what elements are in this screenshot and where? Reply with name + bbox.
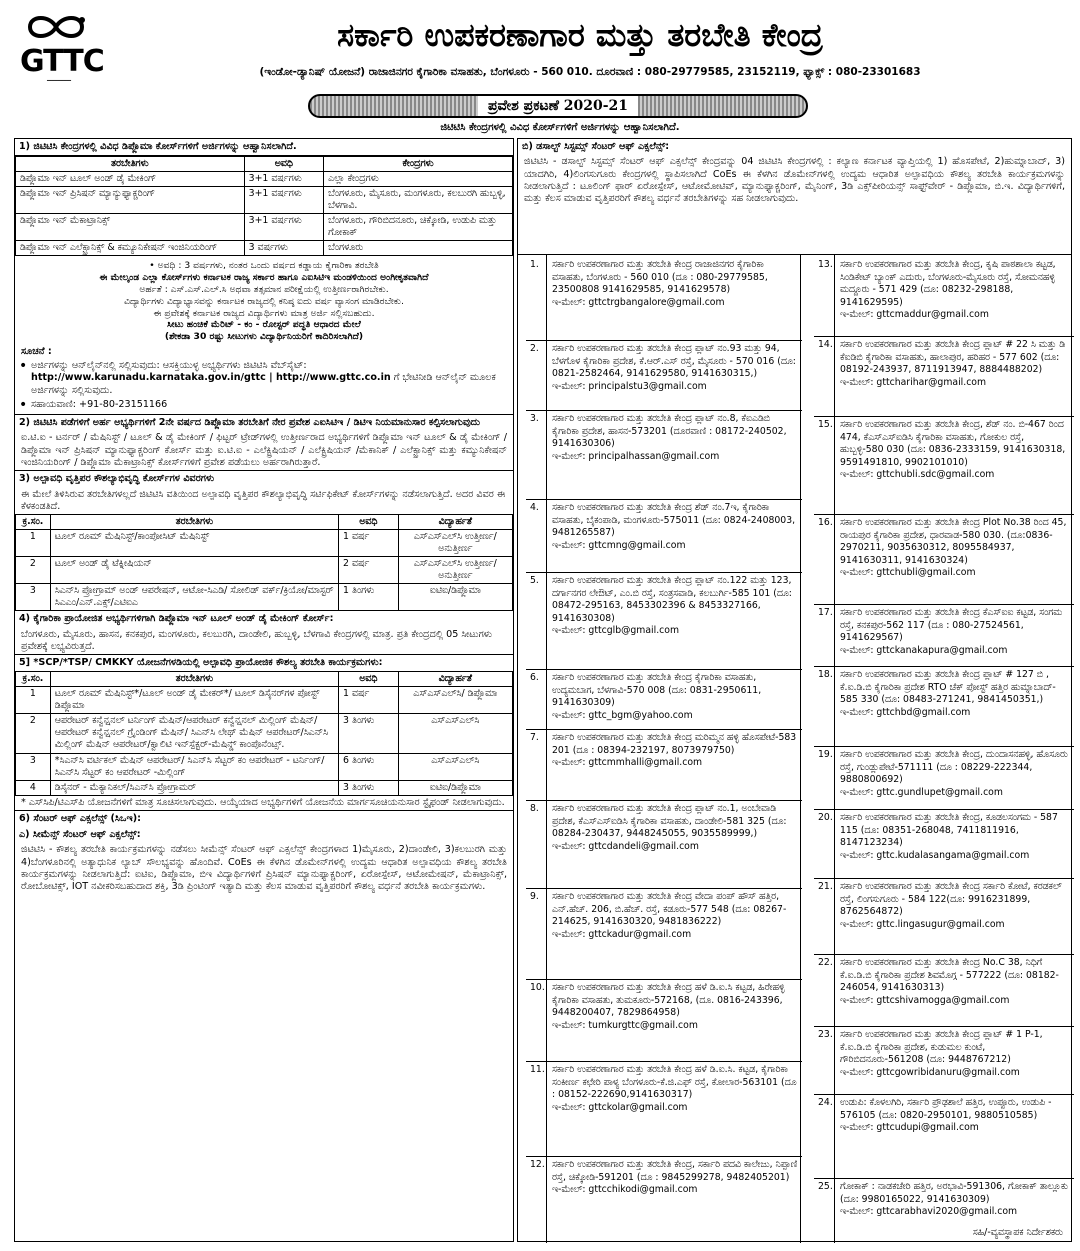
row-divider (814, 1094, 1074, 1095)
divider (546, 255, 547, 1243)
row-divider (814, 604, 1074, 605)
diploma-table (15, 156, 513, 256)
institute-entry (530, 413, 798, 463)
institute-entry (818, 749, 1070, 799)
apply-instructions (15, 359, 513, 398)
table-row (16, 241, 513, 256)
section-4-body: ಬೆಂಗಳೂರು, ಮೈಸೂರು, ಹಾಸನ, ಕನಕಪುರ, ಮಂಗಳೂರು, ಕಲಬುರಗಿ, ದಾಂಡೇಲಿ, ಹುಬ್ಬಳ್ಳಿ, ಬೆಳಗಾವಿ ಕೇಂದ್ರಗಳಲ್ಲಿ ಮಾತ್ರ. ಪ್ರತಿ ಕೇಂದ್ರದಲ್ಲಿ 05 ಸೀಟುಗಳು ಪ್ರವೇಶಕ್ಕೆ ಲಭ್ಯವಿರುತ್ತದೆ. (21, 628, 493, 652)
apply-text: ಅರ್ಜಿಗಳನ್ನು ಆನ್‌ಲೈನ್‌ನಲ್ಲಿ ಸಲ್ಲಿಸುವುದು: ಆಸಕ್ತಿಯುಳ್ಳ ಅಭ್ಯರ್ಥಿಗಳು ಜಿಟಿಟಿಸಿ ವೆಬ್‌ಸೈಟ್: (31, 360, 307, 372)
entry-address: ಸರ್ಕಾರಿ ಉಪಕರಣಾಗಾರ ಮತ್ತು ತರಬೇತಿ ಕೇಂದ್ರ ಸರ್ಕಾರಿ ಕೋಟೆ, ಕರಡಕಲ್ ರಸ್ತೆ, ಲಿಂಗಸುಗೂರು - 584 122(ದೂ: 9916231899, 8762564872) (840, 881, 1062, 918)
entry-number: 24. (818, 1097, 833, 1108)
row-divider (526, 1061, 802, 1062)
banner-text: ಪ್ರವೇಶ ಪ್ರಕಟಣೆ 2020-21 (478, 96, 638, 116)
cell: ಐಟಿಐ/ಡಿಪ್ಲೊಮಾ (398, 584, 512, 611)
th-course: ತರಬೇತಿಗಳು (50, 672, 338, 687)
note-line: ಈ ಪ್ರವೇಶಕ್ಕೆ ಕರ್ನಾಟಕ ರಾಜ್ಯದ ವಿದ್ಯಾರ್ಥಿಗಳು ಮಾತ್ರ ಅರ್ಜಿ ಸಲ್ಲಿಸಬಹುದು. (153, 307, 375, 319)
table-row (16, 187, 513, 214)
entry-address: ಸರ್ಕಾರಿ ಉಪಕರಣಾಗಾರ ಮತ್ತು ತರಬೇತಿ ಕೇಂದ್ರ ಪ್ಲಾಟ್ ನಂ.93 ಮತ್ತು 94, ಬೆಳಗೊಳ ಕೈಗಾರಿಕಾ ಪ್ರದೇಶ, ಕೆ.ಆರ್.ಎಸ್ ರಸ್ತೆ, ಮೈಸೂರು - 570 016 (ದೂ: 0821-2582464, 9141629580, 9141630315,) (552, 343, 796, 380)
row-divider (526, 888, 802, 889)
entry-number: 5. (530, 575, 539, 586)
row-divider (814, 1026, 1074, 1027)
cell: ಡಿಪ್ಲೊಮಾ ಇನ್ ಟೂಲ್ ಅಂಡ್ ಡೈ ಮೇಕಿಂಗ್ (16, 172, 245, 187)
cell: 3 (16, 584, 51, 611)
banner-subtitle: ಜಿಟಿಟಿಸಿ ಕೇಂದ್ರಗಳಲ್ಲಿ ವಿವಿಧ ಕೋರ್ಸ್‌ಗಳಿಗೆ ಅರ್ಜಿಗಳನ್ನು ಆಹ್ವಾನಿಸಲಾಗಿದೆ. (440, 122, 680, 133)
table-row (16, 714, 513, 753)
row-divider (814, 746, 1074, 747)
entry-address: ಸರ್ಕಾರಿ ಉಪಕರಣಾಗಾರ ಮತ್ತು ತರಬೇತಿ ಕೇಂದ್ರ ಪ್ಲಾಟ್ # 1 P-1, ಕೆ.ಐ.ಡಿ.ಬಿ ಕೈಗಾರಿಕಾ ಪ್ರದೇಶ, ಕುಡುಮಲ ಕುಂಟೆ, ಗೌರಿಬಿದನೂರು-561208 (ದೂ: 9448767212) (840, 1029, 1043, 1066)
cell: 3+1 ವರ್ಷಗಳು (244, 172, 324, 187)
address-line: (ಇಂಡೋ-ಡ್ಯಾನಿಷ್ ಯೋಜನೆ) ರಾಜಾಜಿನಗರ ಕೈಗಾರಿಕಾ ವಸಾಹತು, ಬೆಂಗಳೂರು - 560 010. ದೂರವಾಣಿ : 080-29779585, 23152119, ಫ್ಯಾಕ್ಸ್ : 080-23301683 (259, 66, 921, 78)
cell: ಬೆಂಗಳೂರು (324, 241, 513, 256)
th-sl: ಕ್ರ.ಸಂ. (16, 672, 51, 687)
table-row (16, 557, 513, 584)
apply-tail: ಗೆ ಭೇಟಿನೀಡಿ ಆನ್‌ಲೈನ್ ಮೂಲಕ ಅರ್ಜಿಗಳನ್ನು ಸಲ್ಲಿಸುವುದು. (31, 372, 496, 396)
section-6a-body: ಜಿಟಿಟಿಸಿ - ಕೌಶಲ್ಯ ತರಬೇತಿ ಕಾರ್ಯಕ್ರಮಗಳನ್ನು ನಡೆಸಲು ಸೀಮೆನ್ಸ್ ಸೆಂಟರ್ ಆಫ್ ಎಕ್ಸಲೆನ್ಸ್ ಕೇಂದ್ರಗಳಾದ 1)ಮೈಸೂರು, 2)ದಾಂಡೇಲಿ, 3)ಕಲಬುರಗಿ ಮತ್ತು 4)ಬೆಂಗಳೂರಿನಲ್ಲಿ ಅತ್ಯಾಧುನಿಕ ಲ್ಯಾಬ್ ಸೌಲಭ್ಯವನ್ನು ಹೊಂದಿವೆ. CoEs ಈ ಕೆಳಗಿನ ಡೊಮೇನ್‌ಗಳಲ್ಲಿ ಉದ್ಯಮ ಆಧಾರಿತ ಅಲ್ಪಾವಧಿಯ ಕೌಶಲ್ಯ ತರಬೇತಿ ಕಾರ್ಯಕ್ರಮಗಳನ್ನು ನೀಡಲಾಗುತ್ತಿದೆ: ಐಟಿಐ, ಡಿಪ್ಲೊಮಾ, ಬಿಇ ವಿದ್ಯಾರ್ಥಿಗಳಿಗೆ ಪ್ರಿಸಿಷನ್ ಮ್ಯಾನುಫ್ಯಾಕ್ಚರಿಂಗ್, ಏರೋಸ್ಪೇಸ್, ಆಟೋಮೇಷನ್, ಮೆಕಾಟ್ರಾನಿಕ್ಸ್, ರೋಬೋಟಿಕ್ಸ್, IOT ನವೀಕರಿಸಬಹುದಾದ ಶಕ್ತಿ, 3ಡಿ ಪ್ರಿಂಟಿಂಗ್ ಇತ್ಯಾದಿ ಮತ್ತು ಕೆಲಸ ಮಾಡುವ ವೃತ್ತಿಪರರಿಗೆ ಕೌಶಲ್ಯ ವರ್ಧನೆ ತರಬೇತಿ ಕಾರ್ಯಕ್ರಮಗಳು. (21, 844, 507, 893)
institute-entry (818, 669, 1070, 719)
entry-email[interactable]: ಇ-ಮೇಲ್: tumkurgttc@gmail.com (552, 1019, 698, 1031)
section-6a-title: ಎ) ಸೀಮೆನ್ಸ್ ಸೆಂಟರ್ ಆಫ್ ಎಕ್ಸಲೆನ್ಸ್: (19, 829, 141, 841)
entry-address: ಸರ್ಕಾರಿ ಉಪಕರಣಾಗಾರ ಮತ್ತು ತರಬೇತಿ ಕೇಂದ್ರ, ಕೂಡಲಸಂಗಮ - 587 115 (ದೂ: 08351-268048, 7411811916, 8147123234) (840, 812, 1058, 849)
note-line: ಸೀಟು ಹಂಚಿಕೆ ಮೆರಿಟ್ - ಕಂ - ರೋಸ್ಟರ್ ಪದ್ಧತಿ ಆಧಾರದ ಮೇಲೆ (167, 319, 361, 331)
entry-email[interactable]: ಇ-ಮೇಲ್: gttc.kudalasangama@gmail.com (840, 849, 1030, 861)
website-links[interactable]: http://www.karunadu.karnataka.gov.in/gttc | http://www.gttc.co.in (31, 372, 391, 384)
right-column (517, 138, 1072, 1242)
entry-email[interactable]: ಇ-ಮೇಲ್: gttcglb@gmail.com (552, 625, 680, 637)
institute-entry (530, 259, 798, 309)
table-row (16, 687, 513, 714)
row-divider (814, 416, 1074, 417)
institute-entry (818, 1181, 1070, 1219)
row-divider (526, 800, 802, 801)
entry-number: 19. (818, 749, 833, 760)
entry-number: 3. (530, 413, 539, 424)
section-2-body: ಐ.ಟಿ.ಐ - ಟರ್ನರ್ / ಮೆಷಿನಿಸ್ಟ್ / ಟೂಲ್ & ಡೈ ಮೇಕಿಂಗ್ / ಫಿಟ್ಟರ್ ಟ್ರೇಡ್‌ಗಳಲ್ಲಿ ಉತ್ತೀರ್ಣರಾದ ಅಭ್ಯರ್ಥಿಗಳಿಗೆ ಡಿಪ್ಲೊಮಾ ಇನ್ ಟೂಲ್ & ಡೈ ಮೇಕಿಂಗ್ / ಡಿಪ್ಲೊಮಾ ಇನ್ ಪ್ರಿಸಿಷನ್ ಮ್ಯಾನುಫ್ಯಾಕ್ಚರಿಂಗ್ ಕೋರ್ಸ್ ಮತ್ತು ಐ.ಟಿ.ಐ - ಎಲೆಕ್ಟ್ರಿಷಿಯನ್ / ಎಲೆಕ್ಟ್ರಿಷಿಯನ್ /ಮೆಕಾನಿಕ್ / ಎಲೆಕ್ಟ್ರಾನಿಕ್ಸ್ ಮತ್ತು ಕಮ್ಯುನಿಕೇಷನ್ ಇಂಜಿನಿಯರಿಂಗ್ / ಡಿಪ್ಲೊಮಾ ಮೆಕಾಟ್ರಾನಿಕ್ಸ್ ಕೋರ್ಸ್‌ಗಳಿಗೆ ಪ್ರವೇಶ ಪಡೆಯಲು ಅರ್ಹರಾಗಿರುತ್ತಾರೆ. (21, 432, 507, 468)
cell: 3 ವರ್ಷಗಳು (244, 241, 324, 256)
entry-email[interactable]: ಇ-ಮೇಲ್: gttcmaddur@gmail.com (840, 309, 989, 321)
entry-number: 6. (530, 672, 539, 683)
entry-number: 18. (818, 669, 833, 680)
cell: 3 ತಿಂಗಳು (339, 780, 399, 795)
cell: ಬೆಂಗಳೂರು, ಮೈಸೂರು, ಮಂಗಳೂರು, ಕಲಬುರಗಿ ಹುಬ್ಬಳ್ಳಿ, ಬೆಳಗಾವಿ. (324, 187, 513, 214)
section-6b-title: ಬಿ) ಡಸಾಲ್ಟ್ ಸಿಸ್ಟಮ್ಸ್ ಸೆಂಟರ್ ಆಫ್ ಎಕ್ಸಲೆನ್ಸ್: (522, 141, 670, 152)
notice-heading: ಸೂಚನೆ : (21, 345, 52, 357)
note-line: ಈ ಮೇಲ್ಕಂಡ ಎಲ್ಲಾ ಕೋರ್ಸ್‌ಗಳು ಕರ್ನಾಟಕ ರಾಜ್ಯ ಸರ್ಕಾರ ಹಾಗೂ ಎಐಸಿಟಿಇ ಮಂಡಳಿಯಿಂದ ಅಂಗೀಕೃತವಾಗಿದೆ (99, 272, 429, 284)
entry-number: 17. (818, 607, 833, 618)
cell: ಐಟಿಐ/ಡಿಪ್ಲೊಮಾ (398, 780, 512, 795)
entry-email[interactable]: ಇ-ಮೇಲ್: gttcdandeli@gmail.com (552, 840, 699, 852)
entry-address: ಸರ್ಕಾರಿ ಉಪಕರಣಾಗಾರ ಮತ್ತು ತರಬೇತಿ ಕೇಂದ್ರ No.C 38, ನಿಧಿಗೆ ಕೆ.ಐ.ಡಿ.ಬಿ ಕೈಗಾರಿಕಾ ಪ್ರದೇಶ ಶಿವಮೊಗ್ಗ - 577222 (ದೂ: 08182-246054, 9141630313) (840, 957, 1059, 994)
cell: 1 ವರ್ಷ (339, 530, 399, 557)
row-divider (526, 410, 802, 411)
row-divider (526, 572, 802, 573)
entry-address: ಗೋಕಾಕ್ : ನಾಡಕಚೇರಿ ಹತ್ತಿರ, ಅರಭಾವಿ-591306, ಗೋಕಾಕ್ ತಾಲ್ಲೂಕು (ದೂ: 9980165022, 9141630309) (840, 1181, 1068, 1205)
table-header (16, 672, 513, 687)
entry-number: 1. (530, 259, 539, 270)
cell: 2 ವರ್ಷ (339, 557, 399, 584)
institute-entry (530, 343, 798, 393)
cell: ಸಿಎನ್‌ಸಿ ಪ್ರೋಗ್ರಾಮ್ ಅಂಡ್ ಆಪರೇಷನ್, ಆಟೋ-ಸಿಎಡಿ/ ಸೋಲಿಡ್ ವರ್ಕ್/ಕ್ರಿಯೋ/ಮಾಸ್ಟರ್ ಸಿಎಎಂ/ಎನ್.ಎಕ್ಸ್/ಎಟಿಐಎ (50, 584, 338, 611)
cell: 1 (16, 530, 51, 557)
cell: 3 (16, 753, 51, 780)
helpline: • ಸಹಾಯವಾಣಿ: +91-80-23151166 (15, 398, 513, 412)
entry-email[interactable]: ಇ-ಮೇಲ್: gttc_bgm@yahoo.com (552, 709, 693, 721)
entry-number: 21. (818, 881, 833, 892)
institute-entry (818, 419, 1070, 482)
note-line: ಅರ್ಹತೆ : ಎಸ್.ಎಸ್.ಎಲ್.ಸಿ ಅಥವಾ ತತ್ಸಮಾನ ಪರೀಕ್ಷೆಯಲ್ಲಿ ಉತ್ತೀರ್ಣರಾಗಿರಬೇಕು. (139, 284, 389, 296)
row-divider (526, 1156, 802, 1157)
row-divider (526, 499, 802, 500)
cell: ಡಿಪ್ಲೊಮಾ ಇನ್ ಪ್ರಿಸಿಷನ್ ಮ್ಯಾನ್ಯುಫ್ಯಾಕ್ಚರಿಂಗ್ (16, 187, 245, 214)
cell: ಎಸ್‌ಎಸ್‌ಎಲ್‌ಸಿ ಉತ್ತೀರ್ಣ/ಅನುತ್ತೀರ್ಣ (398, 557, 512, 584)
th-duration: ಅವಧಿ (339, 515, 399, 530)
entry-email[interactable]: ಇ-ಮೇಲ್: gttchubli@gmail.com (840, 567, 976, 579)
entry-address: ಸರ್ಕಾರಿ ಉಪಕರಣಾಗಾರ ಮತ್ತು ತರಬೇತಿ ಕೇಂದ್ರ, ಸರ್ಕಾರಿ ಪದವಿ ಕಾಲೇಜು, ನಿಪ್ಪಾಣಿ ರಸ್ತೆ, ಚಿಕ್ಕೋಡಿ-591201 (ದೂ : 9845299278, 9482405201) (552, 1159, 798, 1183)
th-course: ತರಬೇತಿಗಳು (50, 515, 338, 530)
entry-email[interactable]: ಇ-ಮೇಲ್: gttcchikodi@gmail.com (552, 1184, 698, 1196)
entry-email[interactable]: ಇ-ಮೇಲ್: gttcshivamogga@gmail.com (840, 994, 1010, 1006)
entry-email[interactable]: ಇ-ಮೇಲ್: gttcarabhavi2020@gmail.com (840, 1206, 1018, 1218)
row-divider (814, 336, 1074, 337)
table-row (16, 530, 513, 557)
section-6-title: 6) ಸೆಂಟರ್ ಆಫ್ ಎಕ್ಸಲೆನ್ಸ್ (ಸಿಒಇ): (15, 810, 513, 827)
entry-number: 20. (818, 812, 833, 823)
institute-entry (818, 881, 1070, 931)
header (8, 4, 1072, 133)
row-divider (814, 666, 1074, 667)
section-1-title: 1) ಜಿಟಿಟಿಸಿ ಕೇಂದ್ರಗಳಲ್ಲಿ ವಿವಿಧ ಡಿಪ್ಲೊಮಾ ಕೋರ್ಸ್‌ಗಳಿಗೆ ಅರ್ಜಿಗಳನ್ನು ಆಹ್ವಾನಿಸಲಾಗಿದೆ. (15, 139, 513, 156)
cell: ಆಪರೇಟರ್ ಕನ್ವೆನ್ಷನಲ್ ಟರ್ನಿಂಗ್ ಮೆಷಿನ್/ಆಪರೇಟರ್ ಕನ್ವೆನ್ಷನಲ್ ಮಿಲ್ಲಿಂಗ್ ಮೆಷಿನ್/ಆಪರೇಟರ್ ಕನ್ವೆನ್ಷನಲ್ ಗ್ರೈಂಡಿಂಗ್ ಮೆಷಿನ್/ ಸಿಎನ್‌ಸಿ ಲೇಥ್ ಮೆಷಿನ್ ಆಪರೇಟರ್/ಸಿಎನ್‌ಸಿ ಮಿಲ್ಲಿಂಗ್ ಮೆಷಿನ್ ಆಪರೇಟರ್/ಕ್ವಾಲಿಟಿ ಇನ್‌ಸ್ಪೆಕ್ಟರ್-ಮೆಷಿನ್ಡ್ ಕಾಂಪೊನೆಂಟ್ಸ್. (50, 714, 338, 753)
entry-address: ಸರ್ಕಾರಿ ಉಪಕರಣಾಗಾರ ಮತ್ತು ತರಬೇತಿ ಕೇಂದ್ರ ಪ್ಲಾಟ್ # 127 ಬಿ , ಕೆ.ಐ.ಡಿ.ಬಿ ಕೈಗಾರಿಕಾ ಪ್ರದೇಶ RTO ಚೆಕ್ ಪೋಸ್ಟ್ ಹತ್ತಿರ ಹುಮ್ನಾಬಾದ್- 585 330 (ದೂ: 08483-271241, 9841450351,) (840, 669, 1056, 706)
entry-number: 16. (818, 517, 833, 528)
th-qualification: ವಿದ್ಯಾರ್ಹತೆ (398, 515, 512, 530)
entry-email[interactable]: ಇ-ಮೇಲ್: gttcgowribidanuru@gmail.com (840, 1066, 1020, 1078)
entry-email[interactable]: ಇ-ಮೇಲ್: gttc.lingasugur@gmail.com (840, 918, 1005, 930)
row-divider (526, 669, 802, 670)
entry-email[interactable]: ಇ-ಮೇಲ್: gttc.gundlupet@gmail.com (840, 786, 1003, 798)
entry-number: 8. (530, 803, 539, 814)
cell: ಟೂಲ್ ಅಂಡ್ ಡೈ ಟೆಕ್ನೀಷಿಯನ್ (50, 557, 338, 584)
section-6b-body: ಜಿಟಿಟಿಸಿ - ಡಸಾಲ್ಟ್ ಸಿಸ್ಟಮ್ಸ್ ಸೆಂಟರ್ ಆಫ್ ಎಕ್ಸಲೆನ್ಸ್ ಕೇಂದ್ರವನ್ನು 04 ಜಿಟಿಟಿಸಿ ಕೇಂದ್ರಗಳಲ್ಲಿ : ಕಲ್ಯಾಣ ಕರ್ನಾಟಕ ವ್ಯಾಪ್ತಿಯಲ್ಲಿ 1) ಹೊಸಪೇಟೆ, 2)ಹುಮ್ನಾಬಾದ್, 3) ಯಾದಗಿರಿ, 4)ಲಿಂಗಸುಗೂರು ಕೇಂದ್ರಗಳಲ್ಲಿ ಸ್ಥಾಪಿಸಲಾಗಿದೆ CoEs ಈ ಕೆಳಗಿನ ಡೊಮೇನ್‌ಗಳಲ್ಲಿ ಉದ್ಯಮ ಆಧಾರಿತ ಅಲ್ಪಾವಧಿಯ ಕೌಶಲ್ಯ ತರಬೇತಿ ಕಾರ್ಯಕ್ರಮಗಳನ್ನು ನೀಡಲಾಗುತ್ತಿದೆ : ಟೂಲಿಂಗ್ ಫಾರ್ ಏರೋಸ್ಪೇಸ್, ಆಟೋಮೋಟಿವ್, ಮ್ಯಾನುಫ್ಯಾಕ್ಚರಿಂಗ್, ಮೈನಿಂಗ್, 3ಡಿ ಎಕ್ಸ್‌ಪೀರಿಯನ್ಸ್ ಸಾಫ್ಟ್‌ವೇರ್ - ಡಿಪ್ಲೊಮಾ, ಬಿ.ಇ. ವಿದ್ಯಾರ್ಥಿಗಳಿಗೆ, ಮತ್ತು ಕೆಲಸ ಮಾಡುವ ವೃತ್ತಿಪರರಿಗೆ ಕೌಶಲ್ಯ ವರ್ಧನೆ ತರಬೇತಿಗಳನ್ನು ಸಹ ನೀಡಲಾಗುವುದು. (524, 156, 1066, 205)
institute-entry (818, 259, 1070, 322)
table-row (16, 584, 513, 611)
cell: 1 ತಿಂಗಳು (339, 584, 399, 611)
institute-entry (818, 517, 1070, 580)
cell: 2 (16, 714, 51, 753)
entry-address: ಸರ್ಕಾರಿ ಉಪಕರಣಾಗಾರ ಮತ್ತು ತರಬೇತಿ ಕೇಂದ್ರ ಪ್ಲಾಟ್ ನಂ.122 ಮತ್ತು 123, ದರ್ಗಾನಗರ ಲೇಔಟ್, ಎಂ.ಬಿ ರಸ್ತೆ, ಸಂತ್ರಸವಾಡಿ, ಕಲಬುರ್ಗಿ-585 101 (ದೂ: 08472-295163, 8453302396 & 8453327166, 9141630308) (552, 575, 792, 624)
entry-number: 4. (530, 502, 539, 513)
entry-number: 2. (530, 343, 539, 354)
cell: 4 (16, 780, 51, 795)
entry-address: ಸರ್ಕಾರಿ ಉಪಕರಣಾಗಾರ ಮತ್ತು ತರಬೇತಿ ಕೇಂದ್ರ, ಶೆಡ್ ನಂ. ಬಿ-467 ರಿಂದ 474, ಕೆಎಸ್‌ಎಸ್‌ಐಡಿಸಿ ಕೈಗಾರಿಕಾ ವಸಾಹತು, ಗೋಕುಲ ರಸ್ತೆ, ಹುಬ್ಬಳ್ಳಿ-580 030 (ದೂ: 0836-2333159, 9141630318, 9591491810, 9902101010) (840, 419, 1066, 468)
note-line: ವಿದ್ಯಾರ್ಥಿಗಳು ವಿದ್ಯಾಭ್ಯಾಸವನ್ನು ಕರ್ನಾಟಕ ರಾಜ್ಯದಲ್ಲಿ ಕನಿಷ್ಠ ಐದು ವರ್ಷ ವ್ಯಾಸಂಗ ಮಾಡಿರಬೇಕು. (124, 295, 404, 307)
cell: ಎಲ್ಲಾ ಕೇಂದ್ರಗಳು (324, 172, 513, 187)
signature: ಸಹಿ/-ವ್ಯವಸ್ಥಾಪಕ ನಿರ್ದೇಶಕರು (972, 1226, 1063, 1238)
th-sl: ಕ್ರ.ಸಂ. (16, 515, 51, 530)
entry-number: 23. (818, 1029, 833, 1040)
scp-tsp-table (15, 671, 513, 795)
institute-entry (530, 1159, 798, 1197)
entry-email[interactable]: ಇ-ಮೇಲ್: gttcharihar@gmail.com (840, 376, 987, 388)
institute-entry (818, 1097, 1070, 1135)
admission-banner (308, 94, 808, 118)
left-column (14, 138, 514, 1242)
entry-email[interactable]: ಇ-ಮೇಲ್: gttcmng@gmail.com (552, 539, 686, 551)
row-divider (814, 1178, 1074, 1179)
cell: ಎಸ್‌ಎಸ್‌ಎಲ್‌ಸಿ (398, 714, 512, 753)
cell: ಟೂಲ್ ರೂಮ್ ಮೆಷಿನಿಸ್ಟ್/ಕಾಂಪೋಸಿಟ್ ಮೆಷಿನಿಸ್ಟ್ (50, 530, 338, 557)
entry-address: ಸರ್ಕಾರಿ ಉಪಕರಣಾಗಾರ ಮತ್ತು ತರಬೇತಿ ಕೇಂದ್ರ ಪ್ಲಾಟ್ ನಂ.1, ಅಂಬೇವಾಡಿ ಪ್ರದೇಶ, ಕೆಎಸ್‌ಎಸ್‌ಐಡಿಸಿ ಕೈಗಾರಿಕಾ ವಸಾಹತು, ದಾಂಡೇಲಿ-581 325 (ದೂ: 08284-230437, 9448245055, 9035589999,) (552, 803, 787, 840)
entry-address: ಸರ್ಕಾರಿ ಉಪಕರಣಾಗಾರ ಮತ್ತು ತರಬೇತಿ ಕೇಂದ್ರ ಪ್ಲಾಟ್ ನಂ.8, ಕೆಐಎಡಿಬಿ ಕೈಗಾರಿಕಾ ಪ್ರದೇಶ, ಹಾಸನ-573201 (ದೂರವಾಣಿ : 08172-240502, 9141630306) (552, 413, 787, 450)
entry-address: ಸರ್ಕಾರಿ ಉಪಕರಣಾಗಾರ ಮತ್ತು ತರಬೇತಿ ಕೇಂದ್ರ ಕೆಎಸ್‌ಐಐ ಕಟ್ಟಡ, ಸಂಗಮ ರಸ್ತೆ, ಕನಕಪುರ-562 117 (ದೂ : 080-27524561, 9141629567) (840, 607, 1063, 644)
eligibility-notes (15, 256, 513, 344)
entry-number: 9. (530, 891, 539, 902)
th-course: ತರಬೇತಿಗಳು (16, 157, 245, 172)
entry-email[interactable]: ಇ-ಮೇಲ್: gttctrgbangalore@gmail.com (552, 296, 725, 308)
entry-number: 11. (530, 1064, 545, 1075)
institute-entry (818, 1029, 1070, 1079)
th-duration: ಅವಧಿ (339, 672, 399, 687)
table-header (16, 515, 513, 530)
entry-email[interactable]: ಇ-ಮೇಲ್: gttcudupi@gmail.com (840, 1122, 979, 1134)
entry-number: 13. (818, 259, 833, 270)
entry-address: ಸರ್ಕಾರಿ ಉಪಕರಣಾಗಾರ ಮತ್ತು ತರಬೇತಿ ಕೇಂದ್ರ ಪ್ಲಾಟ್ # 22 ಸಿ ಮತ್ತು ಡಿ ಕೆಐಡಿಬಿ ಕೈಗಾರಿಕಾ ವಸಾಹತು, ಹಾಲಾಪುರ, ಹರಿಹರ - 577 602 (ದೂ: 08192-243937, 8711913947, 8884488202) (840, 339, 1066, 376)
entry-address: ಸರ್ಕಾರಿ ಉಪಕರಣಾಗಾರ ಮತ್ತು ತರಬೇತಿ ಕೇಂದ್ರ ವೇದಾ ಪಂಪ್ ಹೌಸ್ ಹತ್ತಿರ, ಎನ್.ಹೆಚ್. 206, ಬಿ.ಹೆಚ್. ರಸ್ತೆ, ಕಡೂರು-577 548 (ದೂ: 08267-214625, 9141630320, 9481836222) (552, 891, 787, 928)
table-row (16, 214, 513, 241)
table-row (16, 753, 513, 780)
institute-entry (530, 672, 798, 722)
table-header (16, 157, 513, 172)
note-line: • ಅವಧಿ : 3 ವರ್ಷಗಳು, ನಂತರ ಒಂದು ವರ್ಷದ ಕಡ್ಡಾಯ ಕೈಗಾರಿಕಾ ತರಬೇತಿ (149, 260, 379, 272)
cell: 1 ವರ್ಷ (339, 687, 399, 714)
cell: ಬೆಂಗಳೂರು, ಗೌರಿಬಿದನೂರು, ಚಿಕ್ಕೋಡಿ, ಉಡುಪಿ ಮತ್ತು ಗೋಕಾಕ್ (324, 214, 513, 241)
entry-number: 10. (530, 982, 545, 993)
entry-email[interactable]: ಇ-ಮೇಲ್: gttchbd@gmail.com (840, 706, 971, 718)
section-3-body: ಈ ಮೇಲೆ ತಿಳಿಸಿರುವ ತರಬೇತಿಗಳಲ್ಲದೆ ಜಿಟಿಟಿಸಿ ವತಿಯಿಂದ ಅಲ್ಪಾವಧಿ ವೃತ್ತಿಪರ ಕೌಶಲ್ಯಾಭಿವೃದ್ಧಿ ಸರ್ಟಿಫಿಕೇಟ್ ಕೋರ್ಸ್‌ಗಳನ್ನು ನಡೆಸಲಾಗುತ್ತಿದೆ. ಅದರ ವಿವರ ಈ ಕೆಳಕಂಡತಿದೆ. (21, 488, 506, 512)
th-duration: ಅವಧಿ (244, 157, 324, 172)
main-content (14, 138, 1072, 1242)
dassault-coe-box (518, 139, 1071, 255)
entry-email[interactable]: ಇ-ಮೇಲ್: principalstu3@gmail.com (552, 380, 707, 392)
institute-entry (530, 732, 798, 770)
section-3-title: 3) ಅಲ್ಪಾವಧಿ ವೃತ್ತಿಪರ ಕೌಶಲ್ಯಾಭಿವೃದ್ಧಿ ಕೋರ್ಸ್‌ಗಳ ವಿವರಗಳು (15, 470, 513, 487)
cell: 3+1 ವರ್ಷಗಳು (244, 187, 324, 214)
short-course-table (15, 514, 513, 611)
entry-email[interactable]: ಇ-ಮೇಲ್: gttchubli.sdc@gmail.com (840, 469, 995, 481)
entry-email[interactable]: ಇ-ಮೇಲ್: principalhassan@gmail.com (552, 450, 720, 462)
section-5-title: 5] *SCP/*TSP/ CMKKY ಯೋಜನೆಗಳಡಿಯಲ್ಲಿ ಅಲ್ಪಾವಧಿ ಪ್ರಾಯೋಜಿಕ ಕೌಶಲ್ಯ ತರಬೇತಿ ಕಾರ್ಯಕ್ರಮಗಳು: (15, 654, 513, 671)
institute-entry (818, 812, 1070, 862)
cell: ಡಿಪ್ಲೊಮಾ ಇನ್ ಎಲೆಕ್ಟ್ರಾನಿಕ್ಸ್ & ಕಮ್ಯೂನಿಕೇಷನ್ ಇಂಜಿನಿಯರಿಂಗ್ (16, 241, 245, 256)
entry-number: 12. (530, 1159, 545, 1170)
cell: 1 (16, 687, 51, 714)
cell: ಡಿಸೈನರ್ - ಮೆಕ್ಯಾನಿಕಲ್/ಸಿಎನ್‌ಸಿ ಪ್ರೋಗ್ರಾಮರ್ (50, 780, 338, 795)
section-4-title: 4) ಕೈಗಾರಿಕಾ ಪ್ರಾಯೋಜಿತ ಅಭ್ಯರ್ಥಿಗಳಿಗಾಗಿ ಡಿಪ್ಲೊಮಾ ಇನ್ ಟೂಲ್ ಅಂಡ್ ಡೈ ಮೇಕಿಂಗ್ ಕೋರ್ಸ್: (19, 613, 334, 625)
logo-tagline: ━━━━━━━━ (46, 78, 72, 85)
page-title: ಸರ್ಕಾರಿ ಉಪಕರಣಾಗಾರ ಮತ್ತು ತರಬೇತಿ ಕೇಂದ್ರ (337, 16, 823, 54)
row-divider (526, 729, 802, 730)
entry-number: 22. (818, 957, 833, 968)
entry-number: 7. (530, 732, 539, 743)
entry-address: ಸರ್ಕಾರಿ ಉಪಕರಣಾಗಾರ ಮತ್ತು ತರಬೇತಿ ಕೇಂದ್ರ ಮರಿಮ್ಮನ ಹಳ್ಳಿ ಹೊಸಪೇಟೆ-583 201 (ದೂ : 08394-232197, 8073979750) (552, 732, 797, 756)
entry-email[interactable]: ಇ-ಮೇಲ್: gttckadur@gmail.com (552, 928, 692, 940)
row-divider (814, 878, 1074, 879)
entry-address: ಸರ್ಕಾರಿ ಉಪಕರಣಾಗಾರ ಮತ್ತು ತರಬೇತಿ ಕೇಂದ್ರ, ದುಂದಾಸನಹಳ್ಳಿ, ಹೊಸೂರು ರಸ್ತೆ, ಗುಂಡ್ಲುಪೇಟೆ-571111 (ದೂ : 08229-222344, 9880800692) (840, 749, 1068, 786)
divider (800, 255, 801, 1243)
institute-entry (818, 957, 1070, 1007)
cell: 3 ತಿಂಗಳು (339, 714, 399, 753)
th-qualification: ವಿದ್ಯಾರ್ಹತೆ (398, 672, 512, 687)
cell: ಟೂಲ್ ರೂಮ್ ಮೆಷಿನಿಸ್ಟ್*/ಟೂಲ್ ಅಂಡ್ ಡೈ ಮೇಕರ್*/ ಟೂಲ್ ಡಿಸೈನರ್‌ಗಳ ಪೋಸ್ಟ್ ಡಿಪ್ಲೊಮಾ (50, 687, 338, 714)
entry-address: ಸರ್ಕಾರಿ ಉಪಕರಣಾಗಾರ ಮತ್ತು ತರಬೇತಿ ಕೇಂದ್ರ ಹಳೆ ಡಿ.ಐ.ಸಿ ಕಟ್ಟಡ, ಹಿರೇಹಳ್ಳಿ ಕೈಗಾರಿಕಾ ವಸಾಹತು, ತುಮಕೂರು-572168, (ದೂ. 0816-243396, 9448200407, 7829864958) (552, 982, 785, 1019)
section-5-note: * ಎಸ್‌ಸಿಪಿ/ಟಿಎಸ್‌ಪಿ ಯೋಜನೆಗಳಿಗೆ ಮಾತ್ರ ಸೂಚಿಸಲಾಗುವುದು. ಆಯ್ಕೆಯಾದ ಅಭ್ಯರ್ಥಿಗಳಿಗೆ ಯೋಜನೆಯ ಮಾರ್ಗಸೂಚಿಯನುಸಾರ ಸ್ಟೈಫಂಡ್ ನೀಡಲಾಗುವುದು. (21, 796, 505, 808)
cell: 2 (16, 557, 51, 584)
entry-address: ಸರ್ಕಾರಿ ಉಪಕರಣಾಗಾರ ಮತ್ತು ತರಬೇತಿ ಕೇಂದ್ರ ಹಳೆ ಡಿ.ಐ.ಸಿ. ಕಟ್ಟಡ, ಕೈಗಾರಿಕಾ ಸಂಕೀರ್ಣ ಕಛೇರಿ ಪಾಳ್ಯ ಬೆಂಗಳೂರು-ಕೆ.ಜಿ.ಎಫ್ ರಸ್ತೆ, ಕೋಲಾರ-563101 (ದೂ : 08152-222690,9141630317) (552, 1064, 797, 1101)
entry-number: 15. (818, 419, 833, 430)
th-centres: ಕೇಂದ್ರಗಳು (324, 157, 513, 172)
institute-entry (530, 575, 798, 638)
institute-entry (530, 891, 798, 941)
cell: 6 ತಿಂಗಳು (339, 753, 399, 780)
institute-entry (818, 339, 1070, 389)
entry-number: 14. (818, 339, 833, 350)
cell: ಡಿಪ್ಲೊಮಾ ಇನ್ ಮೆಕಾಟ್ರಾನಿಕ್ಸ್ (16, 214, 245, 241)
institute-entry (530, 803, 798, 853)
entry-address: ಸರ್ಕಾರಿ ಉಪಕರಣಾಗಾರ ಮತ್ತು ತರಬೇತಿ ಕೇಂದ್ರ ಶೆಡ್ ನಂ.7ಇ, ಕೈಗಾರಿಕಾ ವಸಾಹತು, ಬೈಕಂಪಾಡಿ, ಮಂಗಳೂರು-575011 (ದೂ: 0824-2408003, 9481265587) (552, 502, 796, 539)
cell: ಎಸ್‌ಎಸ್‌ಎಲ್‌ಸಿ (398, 753, 512, 780)
row-divider (526, 979, 802, 980)
cell: *ಸಿಎನ್‌ಸಿ ವರ್ಟಿಕಲ್ ಮೆಷಿನ್ ಆಪರೇಟರ್/ ಸಿಎನ್‌ಸಿ ಸೆಟ್ಟರ್ ಕಂ ಆಪರೇಟರ್ - ಟರ್ನಿಂಗ್/ಸಿಎನ್‌ಸಿ ಸೆಟ್ಟರ್ ಕಂ ಆಪರೇಟರ್ -ಮಿಲ್ಲಿಂಗ್ (50, 753, 338, 780)
cell: ಎಸ್‌ಎಸ್‌ಎಲ್‌ಸಿ ಉತ್ತೀರ್ಣ/ಅನುತ್ತೀರ್ಣ (398, 530, 512, 557)
row-divider (814, 809, 1074, 810)
institute-entry (530, 502, 798, 552)
table-row (16, 780, 513, 795)
cell: 3+1 ವರ್ಷಗಳು (244, 214, 324, 241)
entry-email[interactable]: ಇ-ಮೇಲ್: gttcmmhalli@gmail.com (552, 757, 703, 769)
institute-entry (530, 1064, 798, 1114)
entry-address: ಸರ್ಕಾರಿ ಉಪಕರಣಾಗಾರ ಮತ್ತು ತರಬೇತಿ ಕೇಂದ್ರ ಕೈಗಾರಿಕಾ ವಸಾಹತು, ಉದ್ಯಮಬಾಗ, ಬೆಳಗಾವಿ-570 008 (ದೂ: 0831-2950611, 9141630309) (552, 672, 762, 709)
row-divider (814, 514, 1074, 515)
entry-email[interactable]: ಇ-ಮೇಲ್: gttckanakapura@gmail.com (840, 644, 1008, 656)
institute-entry (818, 607, 1070, 657)
entry-address: ಸರ್ಕಾರಿ ಉಪಕರಣಾಗಾರ ಮತ್ತು ತರಬೇತಿ ಕೇಂದ್ರ ರಾಜಾಜಿನಗರ ಕೈಗಾರಿಕಾ ವಸಾಹತು, ಬೆಂಗಳೂರು - 560 010 (ದೂ : 080-29779585, 23500808 9141629585, 9141629578) (552, 259, 768, 296)
row-divider (814, 954, 1074, 955)
table-row (16, 172, 513, 187)
entry-address: ಸರ್ಕಾರಿ ಉಪಕರಣಾಗಾರ ಮತ್ತು ತರಬೇತಿ ಕೇಂದ್ರ Plot No.38 ರಿಂದ 45, ರಾಯಪುರ ಕೈಗಾರಿಕಾ ಪ್ರದೇಶ, ಧಾರವಾಡ-580 030. (ದೂ:0836-2970211, 9035630312, 8095584937, 9141630311, 9141630324) (840, 517, 1067, 566)
entry-address: ಉಡುಪಿ: ಕೊಳಲಗಿರಿ, ಸರ್ಕಾರಿ ಪ್ರೌಢಶಾಲೆ ಹತ್ತಿರ, ಉಪ್ಪೂರು, ಉಡುಪಿ - 576105 (ದೂ: 0820-2950101, 9880510585) (840, 1097, 1052, 1121)
cell: ಎಸ್‌ಎಸ್‌ಎಲ್‌ಸಿ/ ಡಿಪ್ಲೊಮಾ (398, 687, 512, 714)
row-divider (526, 340, 802, 341)
entry-email[interactable]: ಇ-ಮೇಲ್: gttckolar@gmail.com (552, 1101, 688, 1113)
institute-entry (530, 982, 798, 1032)
section-2-title: 2) ಜಿಟಿಟಿಸಿ ಪಡೆಗಳಿಗೆ ಅರ್ಹ ಅಭ್ಯರ್ಥಿಗಳಿಗೆ 2ನೇ ವರ್ಷದ ಡಿಪ್ಲೊಮಾ ತರಬೇತಿಗೆ ನೇರ ಪ್ರವೇಶ ಎಐಸಿಟಿಇ / ಡಿಟಿಇ ನಿಯಮಾನುಸಾರ ಕಲ್ಪಿಸಲಾಗುವುದು (15, 414, 513, 431)
note-line: (ಶೇಕಡಾ 30 ರಷ್ಟು ಸೀಟುಗಳು ವಿದ್ಯಾರ್ಥಿನಿಯರಿಗೆ ಕಾದಿರಿಸಲಾಗಿದೆ) (164, 331, 364, 343)
entry-address: ಸರ್ಕಾರಿ ಉಪಕರಣಾಗಾರ ಮತ್ತು ತರಬೇತಿ ಕೇಂದ್ರ, ಕೃಷಿ ಪಾಠಶಾಲಾ ಕಟ್ಟಡ, ಸಿಂಡಿಕೇಟ್ ಬ್ಯಾಂಕ್ ಎದುರು, ಬೆಂಗಳೂರು-ಮೈಸೂರು ರಸ್ತೆ, ಸೋಮನಹಳ್ಳಿ ಮದ್ದೂರು - 571 429 (ದೂ: 08232-298188, 9141629595) (840, 259, 1056, 308)
logo-text: GTTC (20, 44, 104, 80)
entry-number: 25. (818, 1181, 833, 1192)
